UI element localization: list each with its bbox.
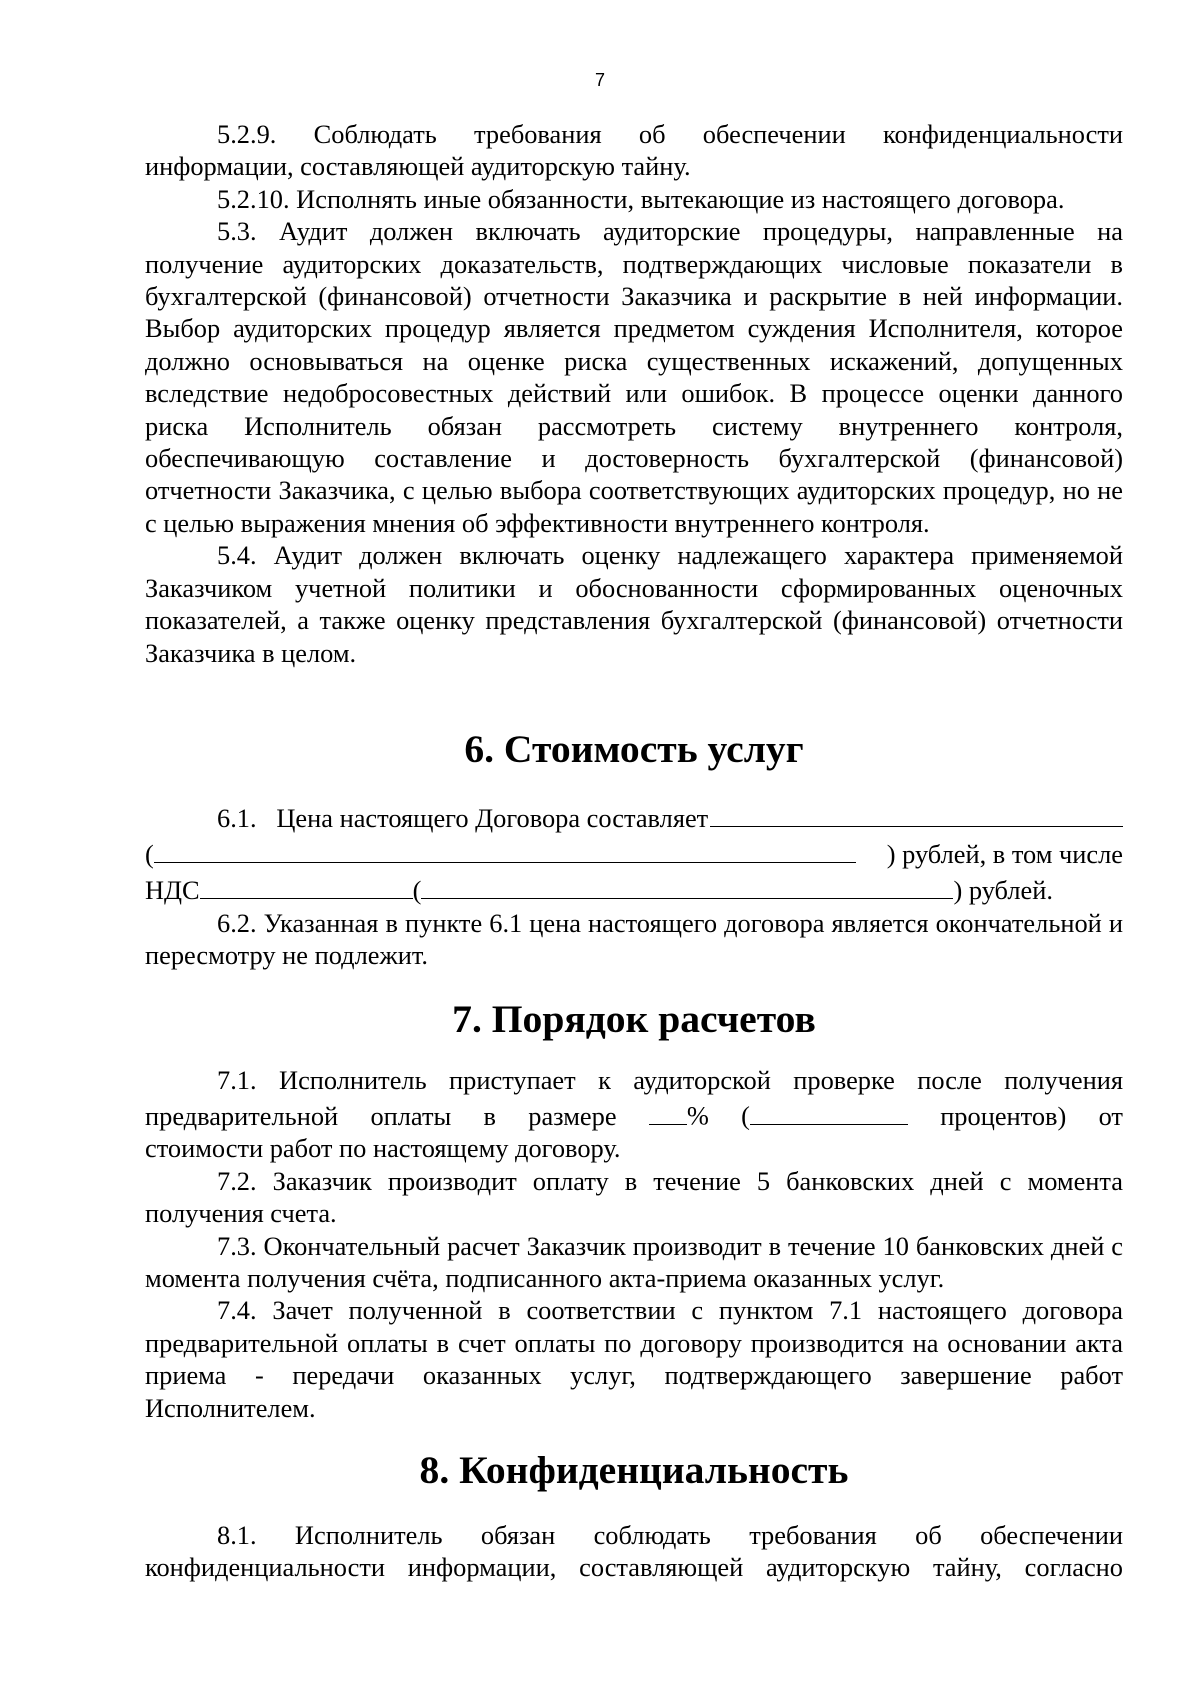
word-percent: процентов) (940, 1101, 1067, 1132)
clause-6-1-text: 6.1. Цена настоящего Договора составляет (217, 803, 709, 834)
clause-5-2-9: 5.2.9. Соблюдать требования об обеспечении конфиденциальности информации, составляющей аудиторскую тайну. (145, 119, 1123, 182)
vat-amount-blank[interactable] (200, 871, 413, 900)
open-paren: ( (145, 839, 154, 870)
word-payment: оплаты (370, 1101, 452, 1132)
word-amount: размере (528, 1101, 617, 1132)
clause-6-1 (145, 798, 1123, 906)
word-of: от (1098, 1101, 1123, 1132)
clause-7-1-line-1: 7.1. Исполнитель приступает к аудиторской проверке после получения (217, 1064, 1123, 1095)
percent-blank[interactable] (649, 1096, 687, 1125)
vat-label: НДС (145, 875, 200, 906)
document-body (145, 118, 1123, 1583)
percent-sign: % (686, 1101, 709, 1132)
clause-5-4: 5.4. Аудит должен включать оценку надлежащего характера применяемой Заказчиком учетной политики и обоснованности сформированных оценочных показателей, а также оценку представления бухгалтерской (финансовой) отчетности Заказчика в целом. (145, 540, 1123, 668)
clause-6-1-line-1 (145, 798, 1123, 834)
vat-in-words-blank[interactable] (421, 871, 953, 900)
clause-7-4: 7.4. Зачет полученной в соответствии с пунктом 7.1 настоящего договора предварительной оплаты в счет оплаты по договору производится на основании акта приема - передачи оказанных услуг, подтверждающего завершение работ Исполнителем. (145, 1295, 1123, 1423)
word-in: в (483, 1101, 496, 1132)
price-currency-text: ) рублей, в том числе (886, 839, 1123, 870)
clause-7-1 (145, 1064, 1123, 1165)
page-number: 7 (594, 70, 605, 90)
clause-7-3: 7.3. Окончательный расчет Заказчик производит в течение 10 банковских дней с момента получения счёта, подписанного акта-приема оказанных услуг. (145, 1230, 1123, 1294)
price-in-words-blank[interactable] (154, 834, 856, 863)
clause-7-1-line-2 (145, 1096, 1123, 1132)
clause-5-2-10: 5.2.10. Исполнять иные обязанности, вытекающие из настоящего договора. (217, 183, 1065, 214)
open-paren-percent: ( (741, 1101, 750, 1132)
section-8-heading: 8. Конфиденциальность (419, 1448, 849, 1493)
percent-group (649, 1096, 709, 1132)
clause-6-1-line-2 (145, 834, 1123, 870)
open-paren-vat: ( (412, 875, 422, 906)
price-blank[interactable] (710, 798, 1123, 827)
section-6-heading: 6. Стоимость услуг (464, 726, 804, 771)
clause-6-2: 6.2. Указанная в пункте 6.1 цена настоящего договора является окончательной и пересмотру не подлежит. (145, 907, 1123, 971)
percent-in-words-blank[interactable] (750, 1096, 908, 1125)
clause-6-1-line-3 (145, 871, 1123, 907)
percent-words-group (741, 1096, 908, 1132)
word-preliminary: предварительной (145, 1101, 339, 1132)
section-7-heading: 7. Порядок расчетов (452, 996, 816, 1041)
clause-8-1: 8.1. Исполнитель обязан соблюдать требования об обеспечении конфиденциальности информации, составляющей аудиторскую тайну, согласно (145, 1519, 1123, 1582)
clause-5-3: 5.3. Аудит должен включать аудиторские процедуры, направленные на получение аудиторских доказательств, подтверждающих числовые показатели в бухгалтерской (финансовой) отчетности Заказчика и раскрытие в ней информации. Выбор аудиторских процедур является предметом суждения Исполнителя, которое должно основываться на оценке риска существенных искажений, допущенных вследствие недобросовестных действий или ошибок. В процессе оценки данного риска Исполнитель обязан рассмотреть систему внутреннего контроля, обеспечивающую составление и достоверность бухгалтерской (финансовой) отчетности Заказчика, с целью выбора соответствующих аудиторских процедур, но не с целью выражения мнения об эффективности внутреннего контроля. (145, 216, 1123, 538)
clause-7-1-line-3: стоимости работ по настоящему договору. (145, 1133, 621, 1164)
clause-7-2: 7.2. Заказчик производит оплату в течение 5 банковских дней с момента получения счета. (145, 1165, 1123, 1229)
vat-currency-text: ) рублей. (953, 875, 1053, 906)
